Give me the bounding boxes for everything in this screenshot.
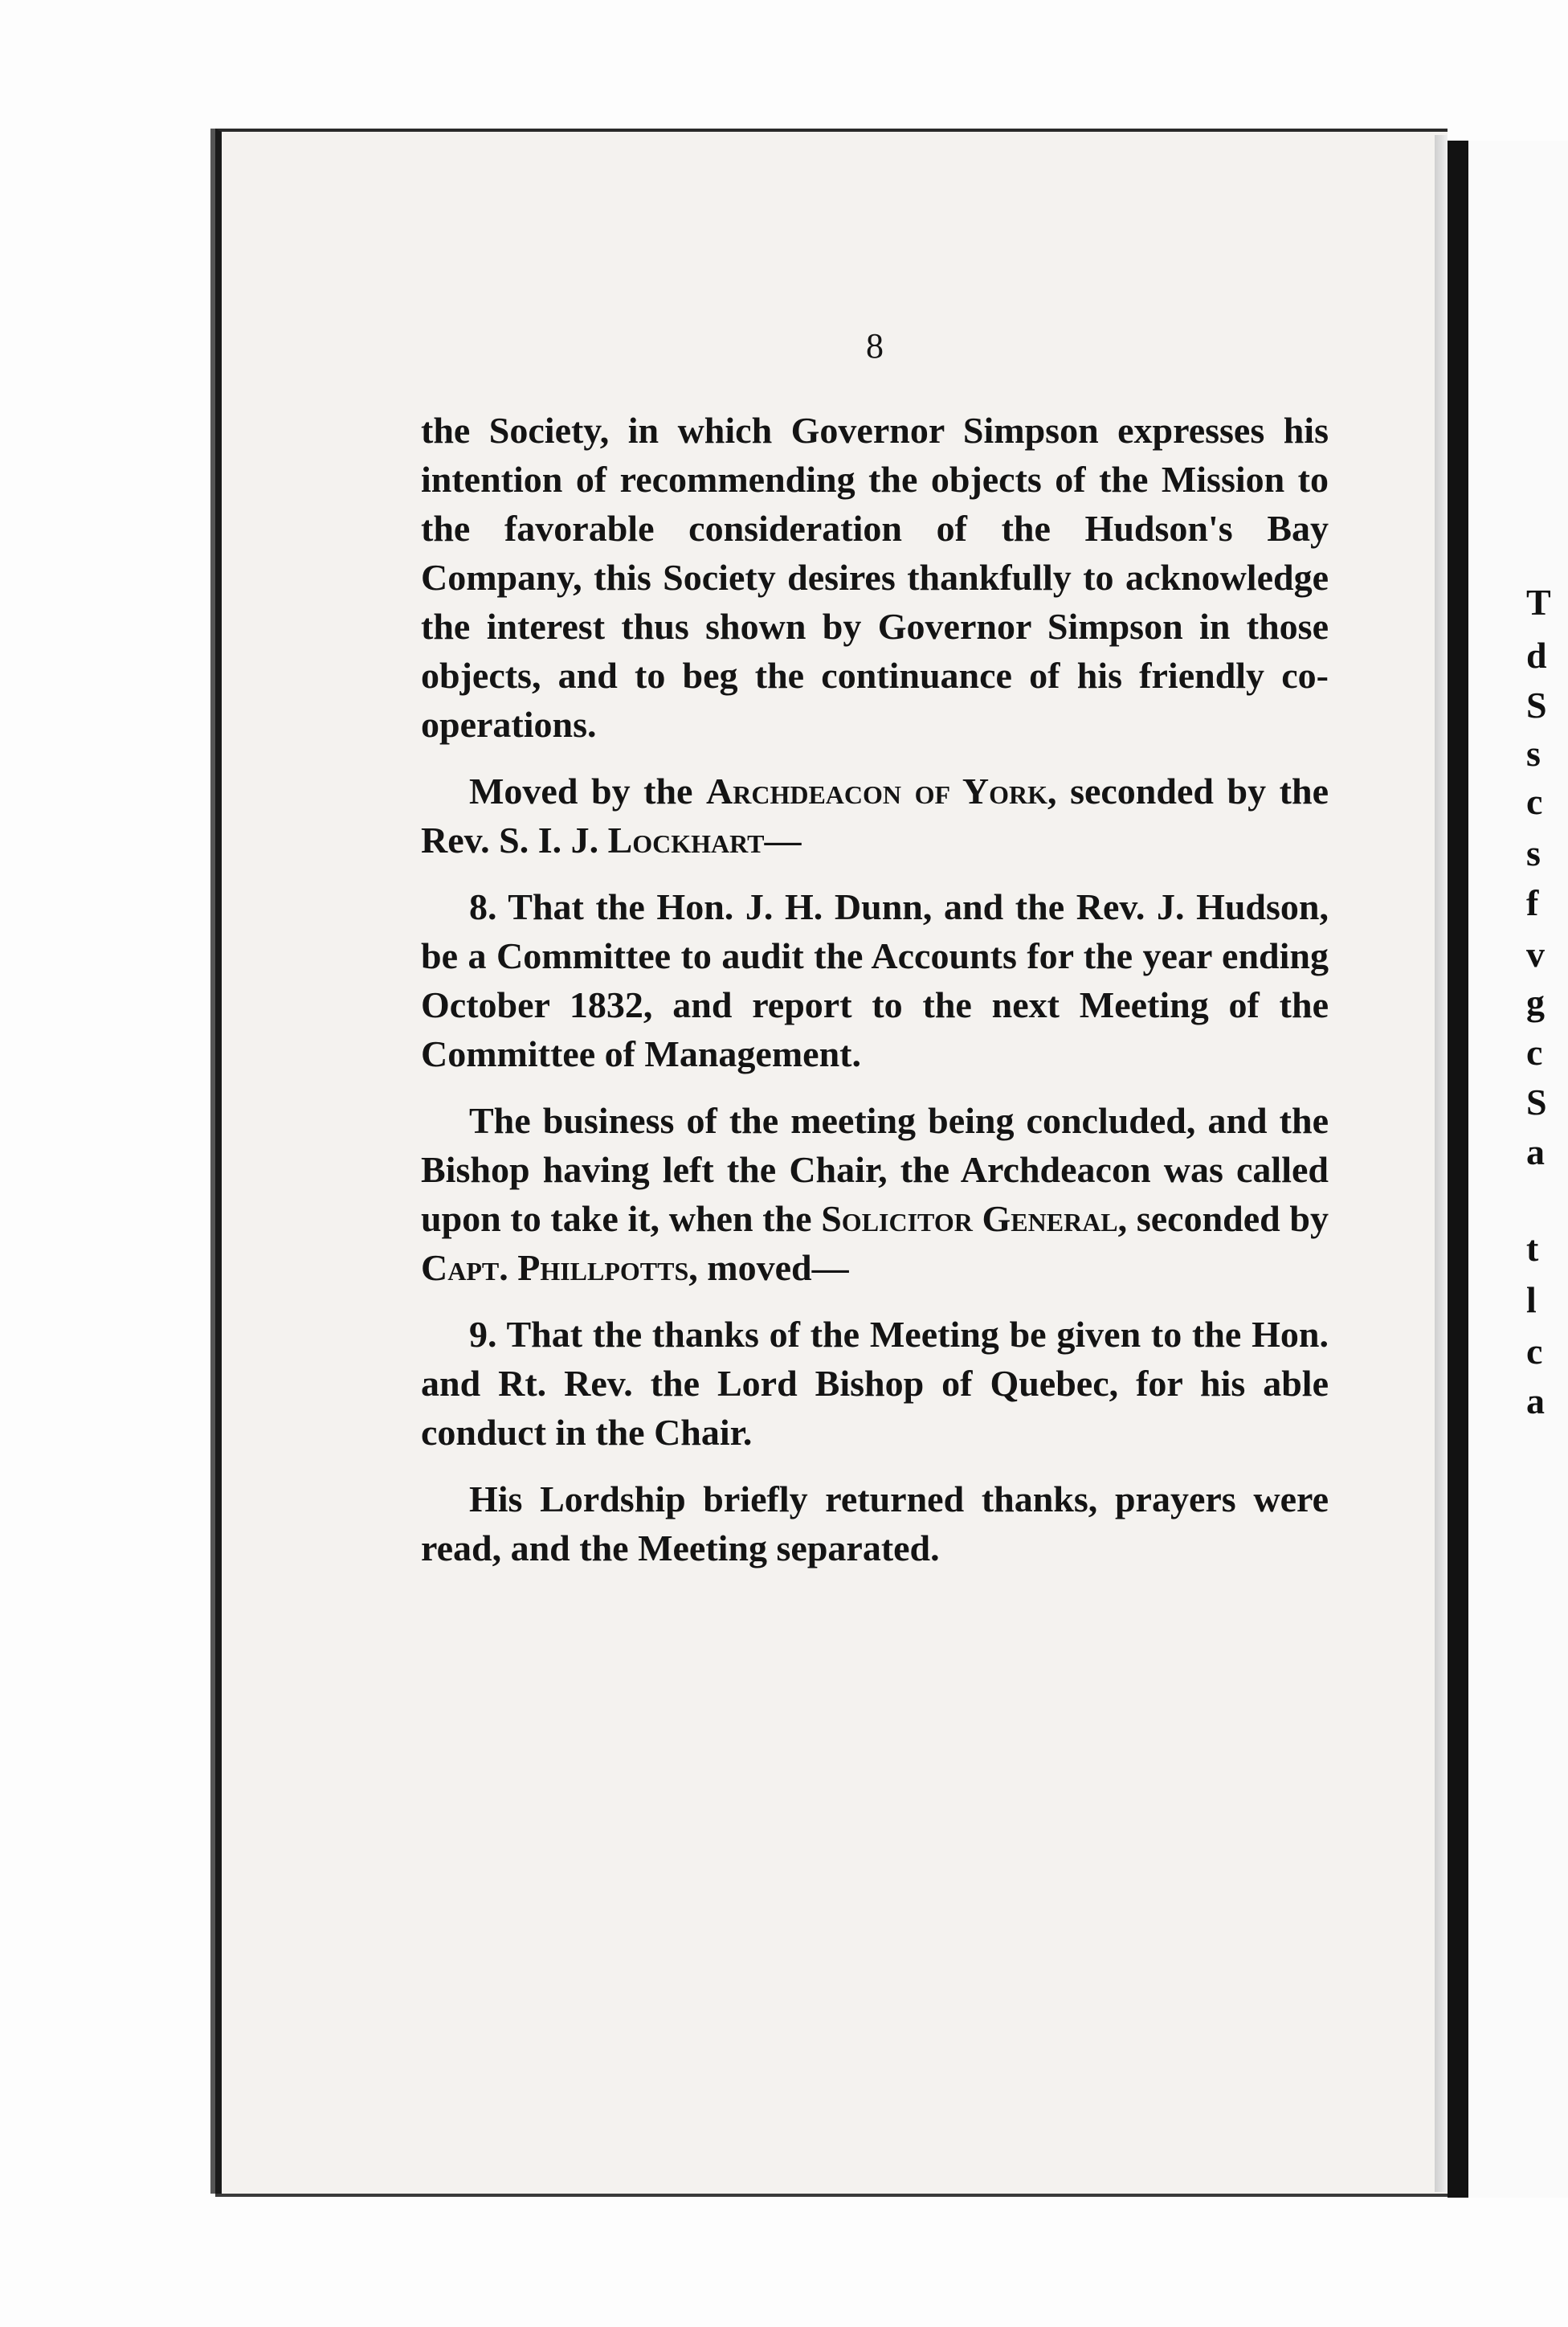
paragraph-motion-9-intro <box>421 1096 1329 1292</box>
facing-page-fragment: t <box>1526 1228 1539 1269</box>
facing-page-fragment: g <box>1526 982 1545 1023</box>
proper-name-lockhart: S. I. J. Lockhart <box>499 820 765 861</box>
text-run: , seconded by <box>1117 1198 1329 1239</box>
facing-page-fragment: c <box>1526 781 1543 822</box>
facing-page-fragment: v <box>1526 934 1545 975</box>
proper-name-archdeacon: Archdeacon of York <box>706 771 1047 812</box>
paragraph-resolution-8: 8. That the Hon. J. H. Dunn, and the Rev. J. Hudson, be a Committee to audit the Accounts for the year ending October 1832, and report to the next Meeting of the Committee of Management. <box>421 886 1329 1074</box>
page-text-block <box>421 321 1329 1590</box>
facing-page-fragment: s <box>1526 733 1541 774</box>
facing-page-fragment: l <box>1526 1279 1537 1320</box>
facing-page-fragment: a <box>1526 1131 1545 1172</box>
facing-page-edge <box>1468 141 1568 2198</box>
text-run: Moved by the <box>469 771 707 812</box>
page-number: 8 <box>866 326 884 366</box>
facing-page-fragment: c <box>1526 1331 1543 1372</box>
text-run: , seconded by the Rev. <box>421 771 1329 861</box>
text-run: The business of the meeting being concluded, and the Bishop having left the Chair, the Archdeacon was called upon to take it, when the <box>421 1100 1329 1239</box>
book-binding-gutter <box>1448 141 1468 2198</box>
text-run: — <box>764 820 802 861</box>
proper-name-phillpotts: Capt. Phillpotts <box>421 1247 689 1288</box>
proper-name-solicitor-general: Solicitor General <box>821 1198 1118 1239</box>
paragraph-motion-8-intro <box>421 767 1329 865</box>
facing-page-fragment: a <box>1526 1380 1545 1421</box>
facing-page-fragment: c <box>1526 1032 1543 1073</box>
facing-page-fragment: T <box>1526 582 1551 623</box>
paragraph-resolution-9: 9. That the thanks of the Meeting be given to the Hon. and Rt. Rev. the Lord Bishop of Quebec, for his able conduct in the Chair. <box>421 1314 1329 1453</box>
facing-page-fragment: d <box>1526 635 1547 676</box>
page-edge-shadow <box>1435 135 1448 2192</box>
facing-page-fragment: S <box>1526 1082 1547 1123</box>
paragraph-resolution-7-continued: the Society, in which Governor Simpson expresses his intention of recommending the objects of the Mission to the favorable consideration of the Hudson's Bay Company, this Society desires thankfully to acknowledge the interest thus shown by Governor Simpson in those objects, and to beg the continuance of his friendly co-operations. <box>421 410 1329 745</box>
facing-page-fragment: f <box>1526 882 1539 923</box>
facing-page-fragment: s <box>1526 832 1541 873</box>
text-run: , moved— <box>688 1247 849 1288</box>
paragraph-closing: His Lordship briefly returned thanks, prayers were read, and the Meeting separated. <box>421 1478 1329 1568</box>
facing-page-fragment: S <box>1526 685 1547 726</box>
